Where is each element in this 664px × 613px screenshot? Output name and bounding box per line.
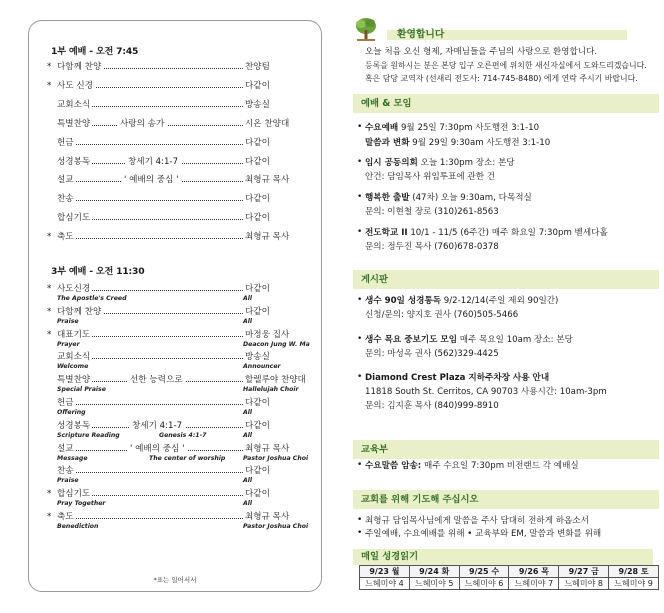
worship-item <box>365 206 499 218</box>
service3-item-leader-en: All <box>243 500 253 508</box>
service3-item-leader: 최형규 목사 <box>245 443 290 454</box>
reading-table <box>359 565 659 590</box>
board-item <box>365 334 573 346</box>
board-section-title: 게시판 <box>353 270 659 289</box>
service3-item-name-en: Scripture Reading <box>57 431 120 439</box>
worship-item <box>365 241 499 253</box>
service1-item-detail: 창세기 4:1-7 <box>125 156 181 168</box>
service3-item-name: 합심기도 <box>57 489 91 500</box>
service3-english-row <box>57 385 307 395</box>
reading-day: 9/25 수 <box>459 566 509 578</box>
bullet: • <box>357 227 363 237</box>
reading-day: 9/24 화 <box>409 566 459 578</box>
worship-item <box>365 137 550 149</box>
service3-english-row <box>57 499 307 509</box>
board-item-text: 문의: 김지훈 목사 (840)999-8910 <box>365 401 499 411</box>
service3-item-leader-en: All <box>243 477 253 485</box>
order-of-worship-card <box>28 20 322 592</box>
service1-item-name: 성경봉독 <box>57 156 91 167</box>
reading-passage: 느헤미야 4 <box>360 578 410 590</box>
bullet: • <box>357 528 363 538</box>
stand-marker: * <box>47 284 52 294</box>
dot-leader <box>57 144 261 145</box>
service1-item-detail: ' 예배의 중심 ' <box>121 174 181 186</box>
service1-item-leader: 방송실 <box>245 99 270 110</box>
welcome-title: 환영합니다 <box>397 29 445 40</box>
service3-english-row <box>57 431 307 441</box>
service3-english-row <box>57 294 307 304</box>
edu-item-heading: 수요말씀 암송: <box>365 461 422 471</box>
service3-item-name-en: Message <box>57 454 88 462</box>
service1-item-name: 특별찬양 <box>57 118 91 129</box>
worship-item <box>365 157 515 169</box>
board-item <box>365 309 518 321</box>
worship-item <box>365 227 608 239</box>
board-item-text: 신청/문의: 양지호 권사 (760)505-5466 <box>365 310 519 320</box>
worship-item-text: (47차) 오늘 9:30am, 다목적실 <box>409 193 532 203</box>
reading-passage: 느헤미야 7 <box>509 578 559 590</box>
service3-item-leader: 다같이 <box>245 489 270 500</box>
worship-item-text: 9월 25일 7:30pm 사도행전 3:1-10 <box>398 123 540 133</box>
service1-item-leader: 최형규 목사 <box>245 175 290 186</box>
service3-english-row <box>57 362 307 372</box>
service3-item-detail: 창세기 4:1-7 <box>129 420 185 432</box>
service1-row <box>47 156 309 168</box>
dot-leader <box>57 238 261 239</box>
tree-icon <box>353 16 379 42</box>
worship-item-text: 9월 29일 9:30am 사도행전 3:1-10 <box>409 138 551 148</box>
dot-leader <box>57 518 261 519</box>
service3-item-leader-en: All <box>243 317 253 325</box>
service3-item-name-en: Special Praise <box>57 386 106 394</box>
reading-day: 9/27 금 <box>559 566 609 578</box>
service3-item-name: 사도신경 <box>57 284 91 294</box>
service1-item-leader: 다같이 <box>245 213 270 224</box>
reading-passage: 느헤미야 6 <box>459 578 509 590</box>
bullet: • <box>357 372 363 382</box>
bullet: • <box>357 295 363 305</box>
service1-title: 1부 예배 - 오전 7:45 <box>51 46 139 57</box>
service3-item-leader: 다같이 <box>245 420 270 431</box>
board-item-text: 11818 South St. Cerritos, CA 90703 사용시간: 10am-3pm <box>365 387 607 397</box>
service1-item-name: 찬송 <box>57 194 74 205</box>
service3-item-leader-en: Deacon Jung W. Ma <box>243 340 310 348</box>
service3-item-leader: 마정웅 집사 <box>245 329 290 340</box>
stand-marker: * <box>47 232 52 243</box>
board-item <box>365 400 499 412</box>
service1-item-name: 합심기도 <box>57 213 91 224</box>
service1-row <box>47 80 309 92</box>
service3-item-name: 찬송 <box>57 466 74 477</box>
service3-item-name: 대표기도 <box>57 329 91 340</box>
bullet: • <box>357 460 363 470</box>
welcome-line-1: 오늘 처음 오신 형제, 자매님들을 주님의 사랑으로 환영합니다. <box>365 47 598 57</box>
service3-item-detail: 선한 능력으로 <box>127 374 186 386</box>
stand-marker: * <box>47 306 52 317</box>
service3-item-name: 축도 <box>57 512 74 522</box>
dot-leader <box>57 200 261 201</box>
service3-english-row <box>57 340 310 350</box>
worship-item-heading: 임시 공동의회 <box>365 158 418 168</box>
service3-item-leader: 최형규 목사 <box>245 512 290 522</box>
board-item <box>365 372 549 384</box>
service3-item-name: 설교 <box>57 443 74 454</box>
service1-item-leader: 찬양팀 <box>245 62 270 72</box>
service3-item-leader: 다같이 <box>245 466 270 477</box>
service3-item-leader: 다같이 <box>245 306 270 317</box>
service3-item-leader-en: Hallelujah Choir <box>243 386 299 394</box>
service1-row <box>47 212 309 224</box>
worship-item-heading: 말씀과 변화 <box>365 138 410 148</box>
reading-day: 9/26 목 <box>509 566 559 578</box>
board-item-heading: Diamond Crest Plaza 지하주차장 사용 안내 <box>365 373 550 383</box>
service1-item-detail: 사랑의 송가 <box>117 118 167 130</box>
service1-row <box>47 61 309 73</box>
service3-item-name-en: Prayer <box>57 340 80 348</box>
board-item-text: 문의: 마성옥 권사 (562)329-4425 <box>365 349 499 359</box>
bullet: • <box>357 192 363 202</box>
worship-item <box>365 122 539 134</box>
board-item <box>365 295 558 307</box>
worship-item-heading: 수요예배 <box>365 123 399 133</box>
dot-leader <box>57 472 261 473</box>
service3-english-row <box>57 317 307 327</box>
service1-item-leader: 다같이 <box>245 80 270 91</box>
service3-item-name-en: Welcome <box>57 363 89 371</box>
service3-item-name: 다함께 찬양 <box>57 306 102 317</box>
board-item <box>365 348 499 360</box>
board-item <box>365 386 607 398</box>
service3-item-name-en: Praise <box>57 477 79 485</box>
stand-marker: * <box>47 489 52 500</box>
service3-item-name-en: Praise <box>57 317 79 325</box>
stand-marker: * <box>47 512 52 522</box>
stand-marker: * <box>47 329 52 340</box>
worship-item-heading: 행복한 출발 <box>365 193 410 203</box>
service3-item-name-en: Pray Together <box>57 500 106 508</box>
service3-item-name-en: Offering <box>57 409 86 416</box>
service1-item-leader: 다같이 <box>245 194 270 205</box>
service3-item-leader-en: All <box>243 409 253 416</box>
bullet: • <box>357 334 363 344</box>
reading-passage: 느헤미야 9 <box>609 578 659 590</box>
service1-item-name: 다함께 찬양 <box>57 62 102 72</box>
service3-item-leader: 다같이 <box>245 284 270 294</box>
service1-item-name: 교회소식 <box>57 99 91 110</box>
service3-item-name: 특별찬양 <box>57 375 91 386</box>
board-item-heading: 생수 목요 중보기도 모임 <box>365 335 457 345</box>
service1-item-leader: 시온 찬양대 <box>245 118 290 129</box>
dot-leader <box>57 404 261 405</box>
welcome-line-2: 등록을 원하시는 분은 본당 입구 오른편에 위치한 새신자실에서 도와드리겠습니다. <box>365 61 647 70</box>
service3-item-leader: 다같이 <box>245 398 270 408</box>
service3-item-leader-en: All <box>243 295 253 302</box>
service1-item-name: 설교 <box>57 175 74 186</box>
welcome-line-3: 혹은 담당 교역자 (선새리 전도사: 714-745-8480) 에게 연락 주시기 바랍니다. <box>365 74 638 83</box>
service1-row <box>47 231 309 243</box>
worship-item-text: 안건: 담임목사 위임투표에 관한 건 <box>365 172 496 182</box>
prayer-section-title: 교회를 위해 기도해 주십시오 <box>353 490 659 509</box>
service3-item-leader-en: All <box>243 431 253 439</box>
service3-item-leader: 방송실 <box>245 352 270 363</box>
worship-section-title: 예배 & 모임 <box>353 94 659 113</box>
service3-item-name: 성경봉독 <box>57 420 91 431</box>
edu-item <box>365 460 579 472</box>
service3-item-name-en: Benediction <box>57 523 99 530</box>
reading-passage: 느헤미야 5 <box>409 578 459 590</box>
service1-item-leader: 최형규 목사 <box>245 232 290 243</box>
bullet: • <box>357 122 363 132</box>
worship-item-text: 문의: 정두진 목사 (760)678-0378 <box>365 242 499 252</box>
service1-item-leader: 다같이 <box>245 137 270 148</box>
service3-item-name: 교회소식 <box>57 352 91 363</box>
service1-row <box>47 193 309 205</box>
worship-item <box>365 171 495 183</box>
footnote: *표는 일어서서 <box>153 576 197 584</box>
service3-english-row <box>57 454 307 464</box>
service1-item-leader: 다같이 <box>245 156 270 167</box>
service1-row <box>47 137 309 149</box>
worship-item <box>365 192 532 204</box>
edu-section-title: 교육부 <box>353 440 659 459</box>
stand-marker: * <box>47 62 52 72</box>
bullet: • <box>357 515 363 525</box>
service3-english-row <box>57 408 307 418</box>
service3-item-name: 헌금 <box>57 398 74 408</box>
worship-item-text: 10/1 - 11/5 (6주간) 매주 화요일 7:30pm 벧세다홀 <box>407 228 608 238</box>
service3-item-name-en: The Apostle's Creed <box>57 295 127 302</box>
board-item-text: 9/2-12/14(주일 제외 90일간) <box>441 296 559 306</box>
worship-item-text: 오늘 1:30pm 장소: 본당 <box>417 158 515 168</box>
edu-item-text: 매주 수요일 7:30pm 비전랜드 각 예배실 <box>421 461 579 471</box>
service3-item-detail: ' 예배의 중심 ' <box>127 443 187 455</box>
prayer-line-1: 최형규 담임목사님에게 말씀을 주사 담대히 전하게 하옵소서 <box>365 516 589 526</box>
worship-item-text: 문의: 이현철 장로 (310)261-8563 <box>365 207 499 217</box>
board-item-text: 매주 목요일 10am 장소: 본당 <box>457 335 573 345</box>
service1-row <box>47 99 309 111</box>
service3-item-leader-en: Pastor Joshua Choi <box>243 523 309 530</box>
service3-title: 3부 예배 - 오전 11:30 <box>51 266 145 277</box>
worship-item-heading: 전도학교 II <box>365 228 408 238</box>
service1-row <box>47 174 309 186</box>
reading-day: 9/28 토 <box>609 566 659 578</box>
reading-passage: 느헤미야 8 <box>559 578 609 590</box>
prayer-line-2: 주일예배, 수요예배를 위해 • 교육부와 EM, 말씀과 변화를 위해 <box>365 529 602 539</box>
service1-item-name: 헌금 <box>57 137 74 148</box>
service3-english-row <box>57 476 307 486</box>
bullet: • <box>357 157 363 167</box>
service3-english-row <box>57 522 307 532</box>
service1-row <box>47 118 309 130</box>
service3-item-detail-en: Genesis 4:1-7 <box>159 431 207 439</box>
service1-item-name: 축도 <box>57 232 74 243</box>
service3-item-leader-en: Pastor Joshua Choi <box>243 454 309 462</box>
service3-item-leader: 할렐루야 찬양대 <box>245 375 306 386</box>
stand-marker: * <box>47 80 52 91</box>
service3-item-detail-en: The center of worship <box>149 454 226 462</box>
reading-section-title: 매일 성경읽기 <box>353 549 653 565</box>
service3-item-leader-en: Announcer <box>243 363 281 371</box>
service1-item-name: 사도 신경 <box>57 80 93 91</box>
board-item-heading: 생수 90일 성경통독 <box>365 296 442 306</box>
reading-day: 9/23 월 <box>360 566 410 578</box>
